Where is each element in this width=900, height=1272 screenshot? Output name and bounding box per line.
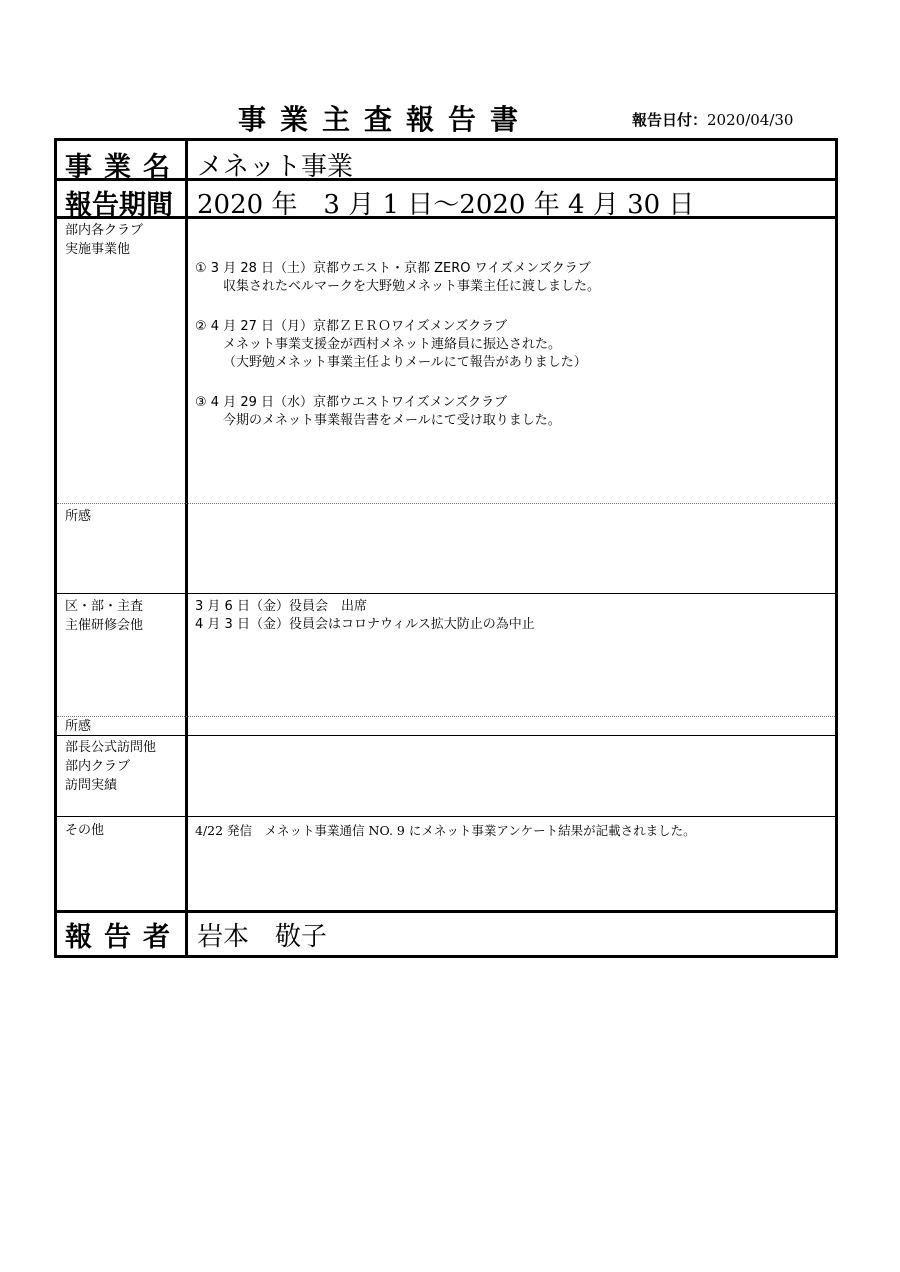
- visits-label: 部長公式訪問他 部内クラブ 訪問実績: [65, 740, 157, 793]
- project-label: 事業名: [65, 152, 182, 183]
- report-table: [54, 138, 838, 958]
- row-divider: [57, 593, 835, 594]
- impressions-label: 所感: [65, 509, 92, 524]
- period-value: 2020 年 3 月 1 日～2020 年 4 月 30 日: [197, 190, 695, 220]
- item-detail: メネット事業支援金が西村メネット連絡員に振込された。 （大野勉メネット事業主任よりメールにて報告がありました）: [223, 337, 587, 370]
- item-head: ③ 4 月 29 日（水）京都ウエストワイズメンズクラブ: [195, 395, 508, 410]
- club-activities-list: [195, 260, 825, 452]
- project-value: メネット事業: [197, 152, 354, 182]
- row-divider: [57, 503, 835, 504]
- impressions-label: 所感: [65, 719, 92, 734]
- row-divider: [57, 735, 835, 736]
- list-item: [195, 318, 825, 372]
- report-date-label: 報告日付：: [632, 111, 708, 129]
- row-divider: [57, 178, 835, 181]
- district-list: [195, 598, 535, 634]
- column-divider: [185, 141, 188, 955]
- other-value: 4/22 発信 メネット事業通信 NO. 9 にメネット事業アンケート結果が記載されました。: [195, 823, 696, 838]
- row-divider: [57, 716, 835, 717]
- period-label: 報告期間: [65, 190, 173, 221]
- reporter-value: 岩本 敬子: [197, 922, 328, 952]
- row-divider: [57, 216, 835, 219]
- item-detail: 収集されたベルマークを大野勉メネット事業主任に渡しました。: [223, 279, 601, 294]
- report-date-value: 2020/04/30: [707, 111, 794, 129]
- row-divider: [57, 910, 835, 913]
- list-item: 4 月 3 日（金）役員会はコロナウィルス拡大防止の為中止: [195, 617, 535, 632]
- row-divider: [57, 816, 835, 817]
- list-item: 3 月 6 日（金）役員会 出席: [195, 599, 367, 614]
- item-head: ② 4 月 27 日（月）京都ＺＥＲＯワイズメンズクラブ: [195, 319, 508, 334]
- list-item: [195, 260, 825, 296]
- club-activities-label: 部内各クラブ 実施事業他: [65, 223, 144, 257]
- reporter-label: 報告者: [65, 922, 182, 953]
- item-detail: 今期のメネット事業報告書をメールにて受け取りました。: [223, 413, 561, 428]
- other-label: その他: [65, 823, 105, 838]
- district-label: 区・部・主査 主催研修会他: [65, 599, 144, 633]
- list-item: [195, 394, 825, 430]
- report-title: 事業主査報告書: [238, 103, 533, 136]
- item-head: ① 3 月 28 日（土）京都ウエスト・京都 ZERO ワイズメンズクラブ: [195, 261, 591, 276]
- report-date: [632, 109, 793, 130]
